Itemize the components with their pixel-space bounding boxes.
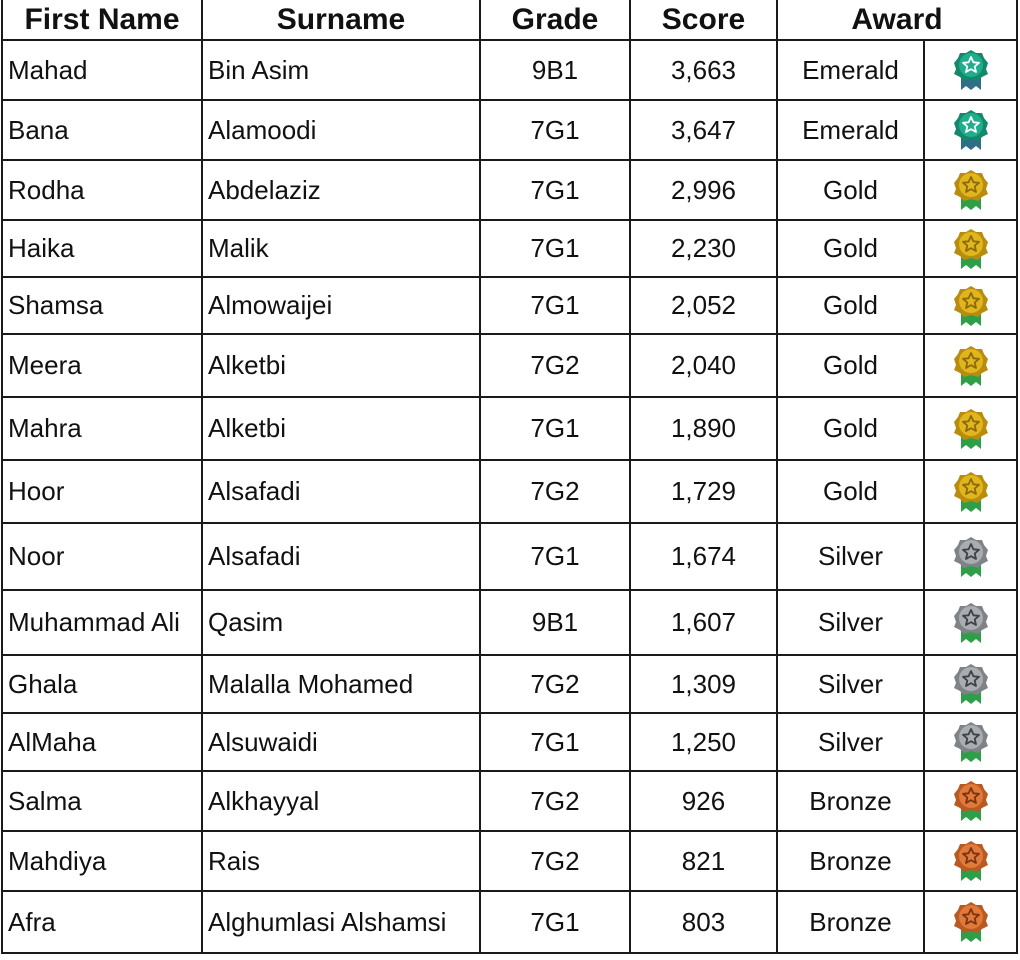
- surname-cell: Qasim: [202, 590, 480, 655]
- grade-cell: 9B1: [480, 40, 630, 100]
- award-cell: Bronze: [777, 771, 924, 831]
- medal-cell: [924, 460, 1017, 523]
- award-cell: Gold: [777, 277, 924, 334]
- surname-cell: Abdelaziz: [202, 160, 480, 220]
- award-cell: Emerald: [777, 40, 924, 100]
- medal-cell: [924, 590, 1017, 655]
- medal-cell: [924, 771, 1017, 831]
- score-cell: 1,890: [630, 397, 777, 460]
- emerald-medal-icon: [952, 108, 990, 152]
- first-name-cell: Mahra: [2, 397, 202, 460]
- first-name-cell: Rodha: [2, 160, 202, 220]
- header-row: [2, 0, 1017, 40]
- medal-cell: [924, 523, 1017, 590]
- first-name-cell: Meera: [2, 334, 202, 397]
- award-cell: Bronze: [777, 831, 924, 891]
- award-cell: Silver: [777, 655, 924, 713]
- grade-cell: 7G1: [480, 713, 630, 771]
- grade-cell: 7G1: [480, 523, 630, 590]
- grade-cell: 7G2: [480, 334, 630, 397]
- grade-cell: 7G2: [480, 771, 630, 831]
- surname-cell: Alsuwaidi: [202, 713, 480, 771]
- silver-medal-icon: [952, 720, 990, 764]
- grade-cell: 7G1: [480, 160, 630, 220]
- table-row: [2, 655, 1017, 713]
- score-cell: 2,040: [630, 334, 777, 397]
- grade-cell: 7G1: [480, 100, 630, 160]
- silver-medal-icon: [952, 535, 990, 579]
- score-cell: 2,230: [630, 220, 777, 277]
- score-cell: 3,647: [630, 100, 777, 160]
- bronze-medal-icon: [952, 779, 990, 823]
- header-surname: Surname: [202, 0, 480, 40]
- score-cell: 2,996: [630, 160, 777, 220]
- surname-cell: Alketbi: [202, 397, 480, 460]
- grade-cell: 7G1: [480, 220, 630, 277]
- medal-cell: [924, 397, 1017, 460]
- grade-cell: 7G1: [480, 277, 630, 334]
- medal-cell: [924, 100, 1017, 160]
- award-cell: Gold: [777, 160, 924, 220]
- score-cell: 1,674: [630, 523, 777, 590]
- score-cell: 821: [630, 831, 777, 891]
- surname-cell: Almowaijei: [202, 277, 480, 334]
- score-cell: 1,309: [630, 655, 777, 713]
- medal-cell: [924, 655, 1017, 713]
- award-cell: Emerald: [777, 100, 924, 160]
- gold-medal-icon: [952, 407, 990, 451]
- grade-cell: 9B1: [480, 590, 630, 655]
- score-cell: 1,250: [630, 713, 777, 771]
- award-cell: Gold: [777, 397, 924, 460]
- table-row: [2, 831, 1017, 891]
- gold-medal-icon: [952, 284, 990, 328]
- medal-cell: [924, 277, 1017, 334]
- award-cell: Gold: [777, 220, 924, 277]
- first-name-cell: Haika: [2, 220, 202, 277]
- bronze-medal-icon: [952, 900, 990, 944]
- gold-medal-icon: [952, 344, 990, 388]
- award-cell: Bronze: [777, 891, 924, 953]
- award-cell: Silver: [777, 523, 924, 590]
- table-row: [2, 460, 1017, 523]
- first-name-cell: Mahdiya: [2, 831, 202, 891]
- score-cell: 803: [630, 891, 777, 953]
- score-cell: 1,729: [630, 460, 777, 523]
- grade-cell: 7G2: [480, 460, 630, 523]
- surname-cell: Alkhayyal: [202, 771, 480, 831]
- first-name-cell: Shamsa: [2, 277, 202, 334]
- table-row: [2, 590, 1017, 655]
- first-name-cell: Mahad: [2, 40, 202, 100]
- table-body: [2, 40, 1017, 953]
- surname-cell: Alketbi: [202, 334, 480, 397]
- table-row: [2, 220, 1017, 277]
- table-row: [2, 713, 1017, 771]
- medal-cell: [924, 160, 1017, 220]
- award-cell: Gold: [777, 334, 924, 397]
- emerald-medal-icon: [952, 48, 990, 92]
- table-row: [2, 334, 1017, 397]
- table-row: [2, 891, 1017, 953]
- header-first-name: First Name: [2, 0, 202, 40]
- medal-cell: [924, 831, 1017, 891]
- gold-medal-icon: [952, 168, 990, 212]
- table-row: [2, 160, 1017, 220]
- table-row: [2, 397, 1017, 460]
- first-name-cell: Muhammad Ali: [2, 590, 202, 655]
- bronze-medal-icon: [952, 839, 990, 883]
- award-cell: Silver: [777, 713, 924, 771]
- surname-cell: Alsafadi: [202, 523, 480, 590]
- surname-cell: Malik: [202, 220, 480, 277]
- surname-cell: Malalla Mohamed: [202, 655, 480, 713]
- first-name-cell: AlMaha: [2, 713, 202, 771]
- silver-medal-icon: [952, 662, 990, 706]
- surname-cell: Rais: [202, 831, 480, 891]
- surname-cell: Alghumlasi Alshamsi: [202, 891, 480, 953]
- gold-medal-icon: [952, 227, 990, 271]
- table-row: [2, 771, 1017, 831]
- surname-cell: Alsafadi: [202, 460, 480, 523]
- grade-cell: 7G2: [480, 831, 630, 891]
- table-row: [2, 100, 1017, 160]
- first-name-cell: Bana: [2, 100, 202, 160]
- grade-cell: 7G1: [480, 891, 630, 953]
- score-cell: 3,663: [630, 40, 777, 100]
- header-score: Score: [630, 0, 777, 40]
- medal-cell: [924, 713, 1017, 771]
- silver-medal-icon: [952, 601, 990, 645]
- score-cell: 926: [630, 771, 777, 831]
- first-name-cell: Hoor: [2, 460, 202, 523]
- first-name-cell: Ghala: [2, 655, 202, 713]
- score-cell: 2,052: [630, 277, 777, 334]
- award-cell: Gold: [777, 460, 924, 523]
- first-name-cell: Noor: [2, 523, 202, 590]
- grade-cell: 7G1: [480, 397, 630, 460]
- award-cell: Silver: [777, 590, 924, 655]
- grade-cell: 7G2: [480, 655, 630, 713]
- medal-cell: [924, 220, 1017, 277]
- score-cell: 1,607: [630, 590, 777, 655]
- surname-cell: Bin Asim: [202, 40, 480, 100]
- gold-medal-icon: [952, 470, 990, 514]
- medal-cell: [924, 891, 1017, 953]
- header-award: Award: [777, 0, 1017, 40]
- table-row: [2, 40, 1017, 100]
- table-row: [2, 277, 1017, 334]
- medal-cell: [924, 40, 1017, 100]
- first-name-cell: Salma: [2, 771, 202, 831]
- awards-table: [1, 0, 1018, 954]
- medal-cell: [924, 334, 1017, 397]
- first-name-cell: Afra: [2, 891, 202, 953]
- surname-cell: Alamoodi: [202, 100, 480, 160]
- table-row: [2, 523, 1017, 590]
- header-grade: Grade: [480, 0, 630, 40]
